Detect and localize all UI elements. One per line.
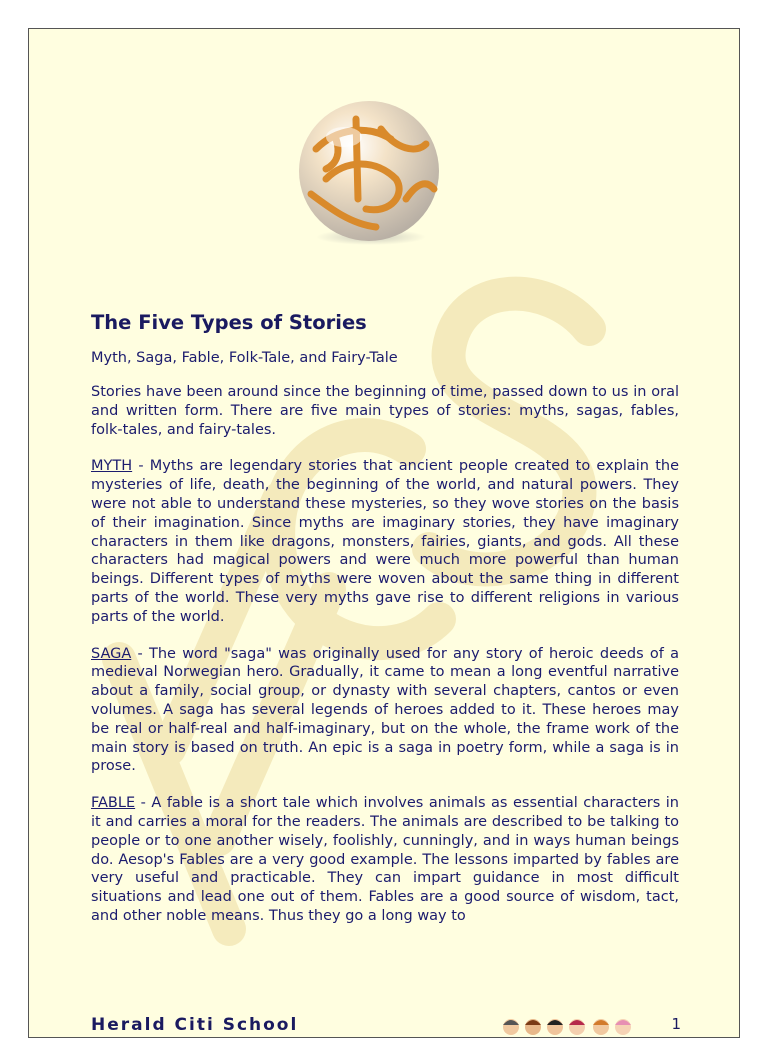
section-text: - The word "saga" was originally used for any story of heroic deeds of a medieval Norwegian hero. Gradually, it came to mean a long eventful narrative about a family, social group, or dynasty with several chapters, cantos or even volumes. A saga has several legends of heroes added to it. These heroes may be real or half-real and half-imaginary, but on the whole, the frame work of the main story is based on truth. An epic is a saga in poetry form, while a saga is in prose. xyxy=(91,645,679,775)
intro-paragraph: Stories have been around since the beginning of time, passed down to us in oral and written form. There are five main types of stories: myths, sagas, fables, folk-tales, and fairy-tales. xyxy=(91,384,679,438)
document-page xyxy=(28,28,740,1038)
section-saga xyxy=(91,645,679,777)
section-fable xyxy=(91,794,679,926)
children-illustration xyxy=(501,1013,651,1038)
section-text: - A fable is a short tale which involves animals as essential characters in it and carries a moral for the readers. The animals are described to be talking to people or to one another wisely, foolishly, cunningly, and in ways human beings do. Aesop's Fables are a very good example. The lessons imparted by fables are very useful and practicable. They can impart guidance in most difficult situations and lead one out of them. Fables are a good source of wisdom, tact, and other noble means. Thus they go a long way to xyxy=(91,795,679,924)
section-text: - Myths are legendary stories that ancient people created to explain the mysteries of life, death, the beginning of the world, and natural powers. They were not able to understand these mysteries, so they wove stories on the basis of their imagination. Since myths are imaginary stories, they have imaginary characters in them like dragons, monsters, fairies, giants, and gods. All these characters had magical powers and were much more powerful than human beings. Different types of myths were woven about the same thing in different parts of the world. These very myths gave rise to different religions in various parts of the world. xyxy=(91,458,679,625)
page-number: 1 xyxy=(671,1015,681,1033)
section-term: SAGA xyxy=(91,645,132,662)
school-name: Herald Citi School xyxy=(91,1015,299,1035)
article xyxy=(91,311,679,944)
section-term: FABLE xyxy=(91,795,136,812)
page-footer xyxy=(91,1013,681,1038)
article-subtitle: Myth, Saga, Fable, Folk-Tale, and Fairy-Tale xyxy=(91,350,398,366)
logo-sphere xyxy=(296,99,442,249)
article-title: The Five Types of Stories xyxy=(91,311,367,334)
section-myth xyxy=(91,457,679,626)
section-term: MYTH xyxy=(91,458,133,475)
